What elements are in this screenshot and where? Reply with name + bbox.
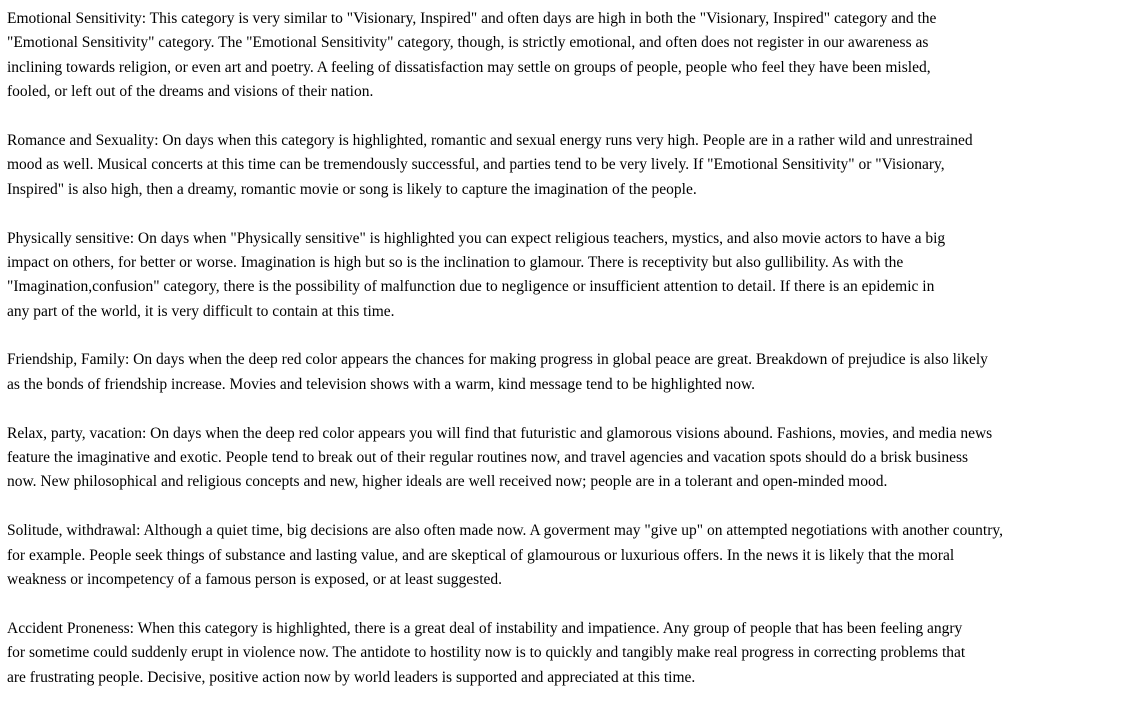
text-line: impact on others, for better or worse. Imagination is high but so is the inclination to glamour. There is receptivity but also gullibility. As with the <box>7 253 904 271</box>
text-line: inclining towards religion, or even art and poetry. A feeling of dissatisfaction may settle on groups of people, people who feel they have been misled, <box>7 58 931 76</box>
paragraph-emotional-sensitivity <box>7 7 1130 105</box>
text-line: now. New philosophical and religious concepts and new, higher ideals are well received now; people are in a tolerant and open-minded mood. <box>7 473 888 491</box>
text-line: feature the imaginative and exotic. People tend to break out of their regular routines now, and travel agencies and vacation spots should do a brisk business <box>7 449 969 467</box>
text-line: as the bonds of friendship increase. Movies and television shows with a warm, kind message tend to be highlighted now. <box>7 375 756 393</box>
text-line: Inspired" is also high, then a dreamy, romantic movie or song is likely to capture the imagination of the people. <box>7 180 697 198</box>
paragraph-romance-and-sexuality <box>7 129 1130 202</box>
paragraph-accident-proneness <box>7 617 1130 690</box>
text-line: Physically sensitive: On days when "Physically sensitive" is highlighted you can expect religious teachers, mystics, and also movie actors to have a big <box>7 229 946 247</box>
text-line: for example. People seek things of substance and lasting value, and are skeptical of glamourous or luxurious offers. In the news it is likely that the moral <box>7 546 955 564</box>
text-line: fooled, or left out of the dreams and visions of their nation. <box>7 83 374 101</box>
text-line: Romance and Sexuality: On days when this category is highlighted, romantic and sexual energy runs very high. People are in a rather wild and unrestrained <box>7 131 973 149</box>
text-line: Solitude, withdrawal: Although a quiet time, big decisions are also often made now. A goverment may "give up" on attempted negotiations with another country, <box>7 522 1003 540</box>
paragraph-relax-party-vacation <box>7 422 1130 495</box>
text-line: mood as well. Musical concerts at this time can be tremendously successful, and parties tend to be very lively. If "Emotional Sensitivity" or "Visionary, <box>7 156 945 174</box>
text-line: Emotional Sensitivity: This category is very similar to "Visionary, Inspired" and often days are high in both the "Visionary, Inspired" category and the <box>7 10 937 27</box>
paragraph-physically-sensitive <box>7 227 1130 325</box>
text-line: weakness or incompetency of a famous person is exposed, or at least suggested. <box>7 570 503 588</box>
text-line: "Emotional Sensitivity" category. The "Emotional Sensitivity" category, though, is strictly emotional, and often does not register in our awareness as <box>7 34 929 52</box>
text-line: Friendship, Family: On days when the deep red color appears the chances for making progress in global peace are great. Breakdown of prejudice is also likely <box>7 351 988 369</box>
paragraph-friendship-family <box>7 348 1130 397</box>
paragraph-solitude-withdrawal <box>7 519 1130 592</box>
text-line: "Imagination,confusion" category, there is the possibility of malfunction due to negligence or insufficient attention to detail. If there is an epidemic in <box>7 278 935 296</box>
text-line: for sometime could suddenly erupt in violence now. The antidote to hostility now is to quickly and tangibly make real progress in correcting problems that <box>7 644 966 662</box>
text-line: any part of the world, it is very difficult to contain at this time. <box>7 302 395 320</box>
text-line: Accident Proneness: When this category is highlighted, there is a great deal of instability and impatience. Any group of people that has been feeling angry <box>7 619 963 637</box>
text-line: Relax, party, vacation: On days when the deep red color appears you will find that futuristic and glamorous visions abound. Fashions, movies, and media news <box>7 424 993 442</box>
text-line: are frustrating people. Decisive, positive action now by world leaders is supported and appreciated at this time. <box>7 668 696 686</box>
